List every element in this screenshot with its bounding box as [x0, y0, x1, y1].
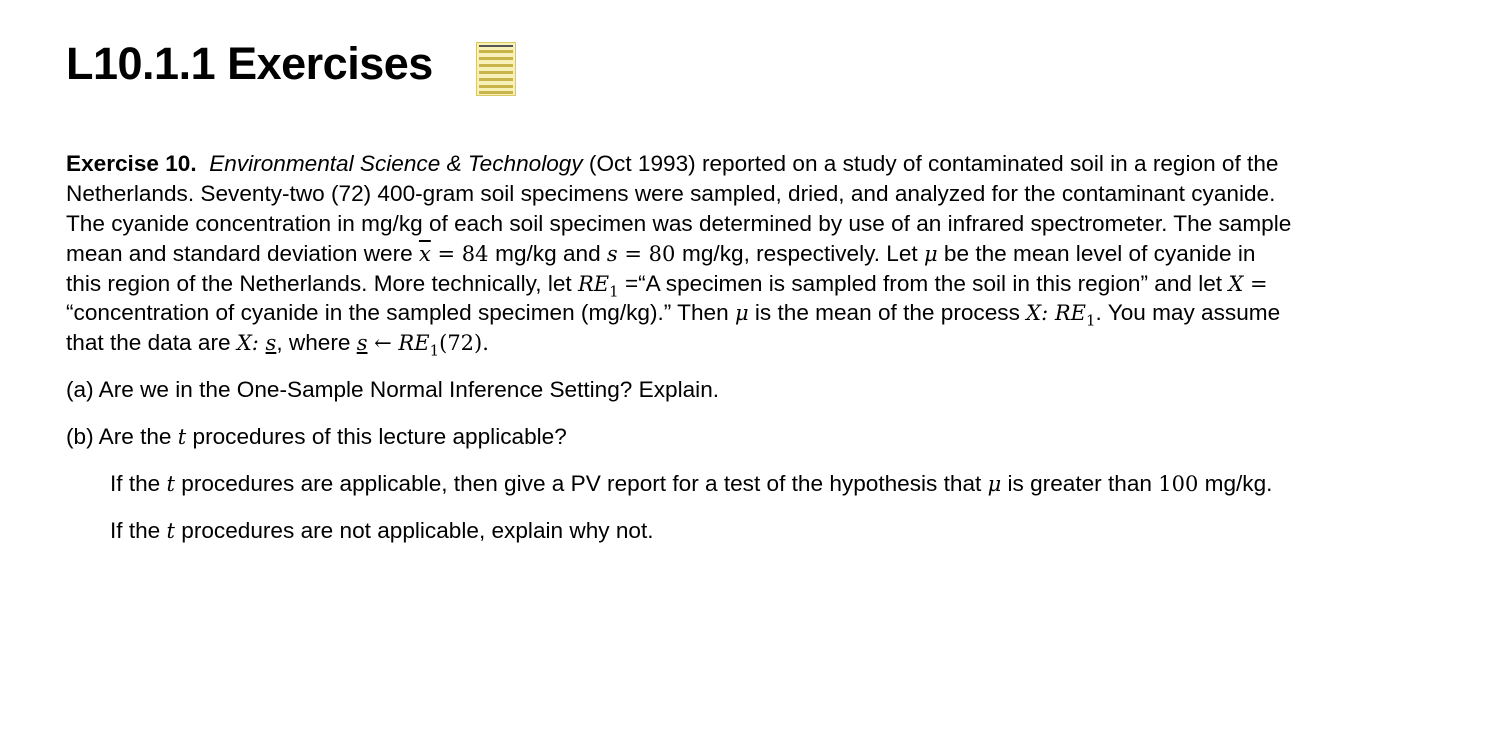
exercise-paragraph [66, 149, 1461, 358]
s-symbol: s [606, 241, 618, 266]
question-a: (a) Are we in the One-Sample Normal Inference Setting? Explain. [66, 377, 720, 402]
if-applicable-instruction [110, 471, 1272, 497]
exercise-line-1 [66, 149, 1461, 179]
sample-size: (72). [439, 331, 489, 356]
line7-text-a: that the data are [66, 330, 237, 356]
if-not-applicable-instruction [110, 518, 654, 544]
line4-text-a: mean and standard deviation were [66, 240, 419, 266]
xbar-symbol: $\overline{x}$ [418, 241, 431, 266]
line6-text-a: “concentration of cyanide in the sampled specimen (mg/kg).” Then [66, 300, 735, 326]
arrow-re-subscript: 1 [429, 341, 440, 360]
exercise-line-6 [66, 298, 1461, 328]
data-x-symbol: X: [236, 331, 266, 356]
exercise-line-1-text: (Oct 1993) reported on a study of contaminated soil in a region of the [582, 151, 1279, 176]
page-title: L10.1.1 Exercises [66, 38, 433, 89]
if-applicable-d: mg/kg. [1198, 471, 1273, 496]
mean-value: = 84 [430, 241, 496, 266]
line6-text-c: . You may assume [1095, 300, 1281, 326]
if-not-b: procedures are not applicable, explain why not. [174, 518, 654, 543]
if-applicable-b: procedures are applicable, then give a PV report for a test of the hypothesis that [174, 471, 988, 496]
question-b-lead: (b) Are the [66, 424, 178, 449]
line4-text-c: mg/kg, respectively. Let [682, 240, 924, 266]
t-symbol-3: t [166, 519, 175, 543]
arrow-re-symbol: ← RE [367, 331, 430, 356]
journal-name: Environmental Science & Technology [209, 151, 583, 176]
re-subscript: 1 [609, 282, 619, 301]
process-subscript: 1 [1086, 311, 1096, 330]
line4-text-b: mg/kg and [495, 240, 607, 266]
line6-text-b: is the mean of the process [748, 300, 1027, 326]
mu-symbol: μ [923, 241, 938, 266]
mu-symbol-3: μ [987, 472, 1002, 496]
question-b [66, 424, 567, 450]
line5-text-b: =“A specimen is sampled from the soil in this region” and let [618, 270, 1229, 296]
sd-value: = 80 [617, 241, 683, 266]
mu-symbol-2: μ [734, 301, 749, 326]
hypothesis-value: 100 [1158, 472, 1199, 496]
exercise-line-4 [66, 239, 1461, 269]
re-symbol: RE [577, 271, 610, 296]
if-not-a: If the [110, 518, 167, 543]
if-applicable-c: is greater than [1001, 471, 1159, 496]
exercise-line-3: The cyanide concentration in mg/kg of each soil specimen was determined by use of an infrared spectrometer. The sample [66, 210, 1292, 236]
exercise-line-2: Netherlands. Seventy-two (72) 400-gram soil specimens were sampled, dried, and analyzed for the contaminant cyanide. [66, 180, 1276, 206]
if-applicable-a: If the [110, 471, 167, 496]
process-symbol: X: RE [1026, 301, 1086, 326]
line4-text-d: be the mean level of cyanide in [937, 240, 1256, 266]
s-sample-symbol: s [265, 331, 277, 356]
question-b-rest: procedures of this lecture applicable? [186, 424, 567, 449]
exercise-line-5 [66, 269, 1461, 299]
t-symbol-2: t [166, 472, 175, 496]
exercise-label: Exercise 10. [66, 151, 197, 176]
exercise-line-7 [66, 328, 1461, 358]
spreadsheet-thumbnail-icon [476, 42, 516, 96]
t-symbol: t [177, 425, 187, 449]
s-sample-symbol-2: s [356, 331, 368, 356]
x-symbol: X [1228, 271, 1244, 296]
line7-text-b: , where [276, 330, 357, 356]
equals-symbol: = [1243, 271, 1268, 296]
line5-text-a: this region of the Netherlands. More technically, let [66, 270, 578, 296]
